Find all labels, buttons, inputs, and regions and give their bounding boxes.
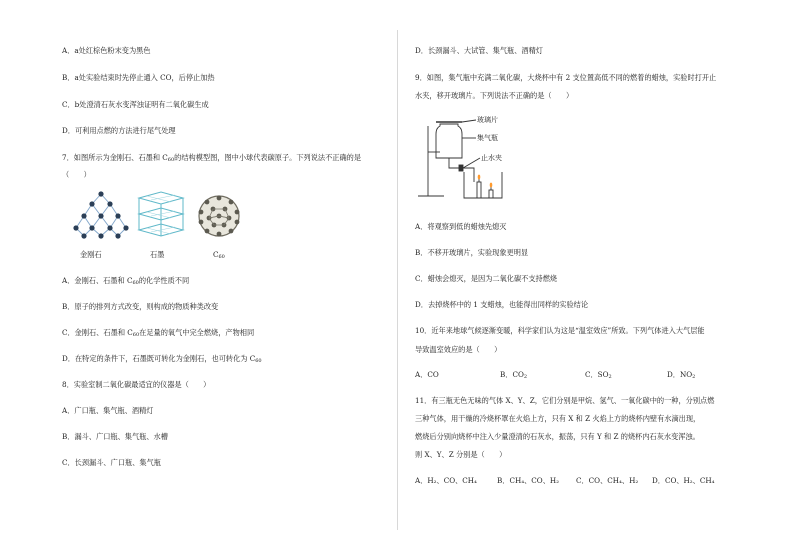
label-graphite: 石墨 [150, 250, 165, 259]
q7-option-b: B．原子的排列方式改变，则构成的物质种类改变 [62, 302, 219, 311]
q7-stem-text-a: 7．如图所示为金刚石、石墨和 C [62, 153, 168, 162]
q11-option-d: D．CO、H₂、CH₄ [652, 476, 715, 485]
q9-stem-line2: 水夹，移开玻璃片。下列说法不正确的是（ ） [415, 91, 574, 100]
q10-option-c [585, 370, 612, 382]
q7-stem-line2: （ ） [62, 170, 91, 179]
q6-option-c: C．b处澄清石灰水变浑浊证明有二氧化碳生成 [62, 100, 209, 109]
diamond-structure-image [70, 188, 132, 244]
q11-option-a: A．H₂、CO、CH₄ [415, 476, 477, 485]
q9-option-c: C．蜡烛会熄灭，是因为二氧化碳不支持燃烧 [415, 274, 558, 283]
q9-option-d: D．去掉烧杯中的 1 支蜡烛，也能得出同样的实验结论 [415, 300, 589, 309]
label-diamond: 金刚石 [80, 250, 102, 259]
q7-option-a-sub: 60 [132, 280, 139, 286]
label-c60-sub: 60 [218, 254, 225, 260]
q7-option-a [62, 276, 189, 288]
q10-option-b-text: B．CO [500, 370, 524, 379]
q10-option-b-sub: 2 [523, 374, 528, 380]
q11-stem-line3: 燃烧后分别向烧杯中注入少量澄清的石灰水，振荡，只有 Y 和 Z 的烧杯内石灰水变浑浊。 [415, 432, 700, 441]
q7-stem-sub: 60 [167, 157, 175, 163]
q11-stem-line1: 11．有三瓶无色无味的气体 X、Y、Z，它们分别是甲烷、氢气、一氧化碳中的一种，分别点燃 [415, 396, 715, 405]
q11-option-b: B．CH₄、CO、H₂ [497, 476, 560, 485]
label-gas-bottle: 集气瓶 [477, 134, 498, 142]
q10-option-d [667, 370, 695, 382]
q7-stem-line1 [62, 153, 361, 165]
q8-option-a: A．广口瓶、集气瓶、酒精灯 [62, 406, 154, 415]
q6-option-d: D．可利用点燃的方法进行尾气处理 [62, 126, 176, 135]
q10-stem-line2: 导致温室效应的是（ ） [415, 345, 502, 354]
q6-option-b: B．a处实验结束时先停止通入 CO，后停止加热 [62, 73, 215, 82]
q9-stem-line1: 9．如图，集气瓶中充满二氧化碳，大烧杯中有 2 支位置高低不同的燃着的蜡烛，实验时打开止 [415, 73, 717, 82]
q9-option-b: B．不移开玻璃片，实验现象更明显 [415, 248, 529, 257]
q7-option-c-text: C．金刚石、石墨和 C [62, 328, 133, 337]
q8-option-b: B．漏斗、广口瓶、集气瓶、水槽 [62, 432, 168, 441]
q10-stem-line1: 10．近年来地球气候逐渐变暖，科学家们认为这是“温室效应”所致。下列气体进入大气层能 [415, 326, 705, 335]
q10-option-a: A．CO [415, 370, 439, 379]
q9-option-a: A．将观察到低的蜡烛先熄灭 [415, 222, 507, 231]
q11-stem-line2: 三种气体，用干燥的冷烧杯罩在火焰上方，只有 X 和 Z 火焰上方的烧杯内壁有水滴出现， [415, 414, 701, 423]
q7-option-c [62, 328, 254, 340]
graphite-structure-image [137, 190, 185, 240]
q7-stem-text-b: 的结构模型图，图中小球代表碳原子。下列说法不正确的是 [174, 153, 362, 162]
q8-stem: 8．实验室制二氧化碳最适宜的仪器是（ ） [62, 380, 211, 389]
q7-option-d [62, 354, 262, 366]
q10-option-d-sub: 2 [692, 374, 696, 380]
co2-apparatus-image [414, 112, 534, 204]
label-water-clamp: 止水夹 [481, 154, 502, 162]
label-c60 [213, 250, 225, 262]
q7-option-c-tail: 在足量的氧气中完全燃烧，产物相同 [139, 328, 255, 337]
q10-option-d-text: D．NO [667, 370, 693, 379]
label-glass-plate: 玻璃片 [477, 116, 498, 124]
q10-option-c-text: C．SO [585, 370, 609, 379]
q7-option-a-text: A．金刚石、石墨和 C [62, 276, 133, 285]
q7-option-d-text: D．在特定的条件下，石墨既可转化为金刚石，也可转化为 C [62, 354, 256, 363]
q7-option-d-sub: 60 [255, 358, 262, 364]
q8-option-d: D．长颈漏斗、大试管、集气瓶、酒精灯 [415, 46, 543, 55]
q7-option-a-tail: 的化学性质不同 [138, 276, 190, 285]
q7-option-c-sub: 60 [132, 332, 140, 338]
q10-option-b [500, 370, 527, 382]
q6-option-a: A．a处红棕色粉末变为黑色 [62, 46, 151, 55]
c60-structure-image [197, 194, 241, 238]
q11-stem-line4: 则 X、Y、Z 分别是（ ） [415, 450, 507, 459]
column-divider [397, 30, 398, 530]
q8-option-c: C．长颈漏斗、广口瓶、集气瓶 [62, 458, 161, 467]
q11-option-c: C．CO、CH₄、H₂ [576, 476, 639, 485]
label-c60-text: C [213, 250, 219, 259]
q10-option-c-sub: 2 [608, 374, 612, 380]
